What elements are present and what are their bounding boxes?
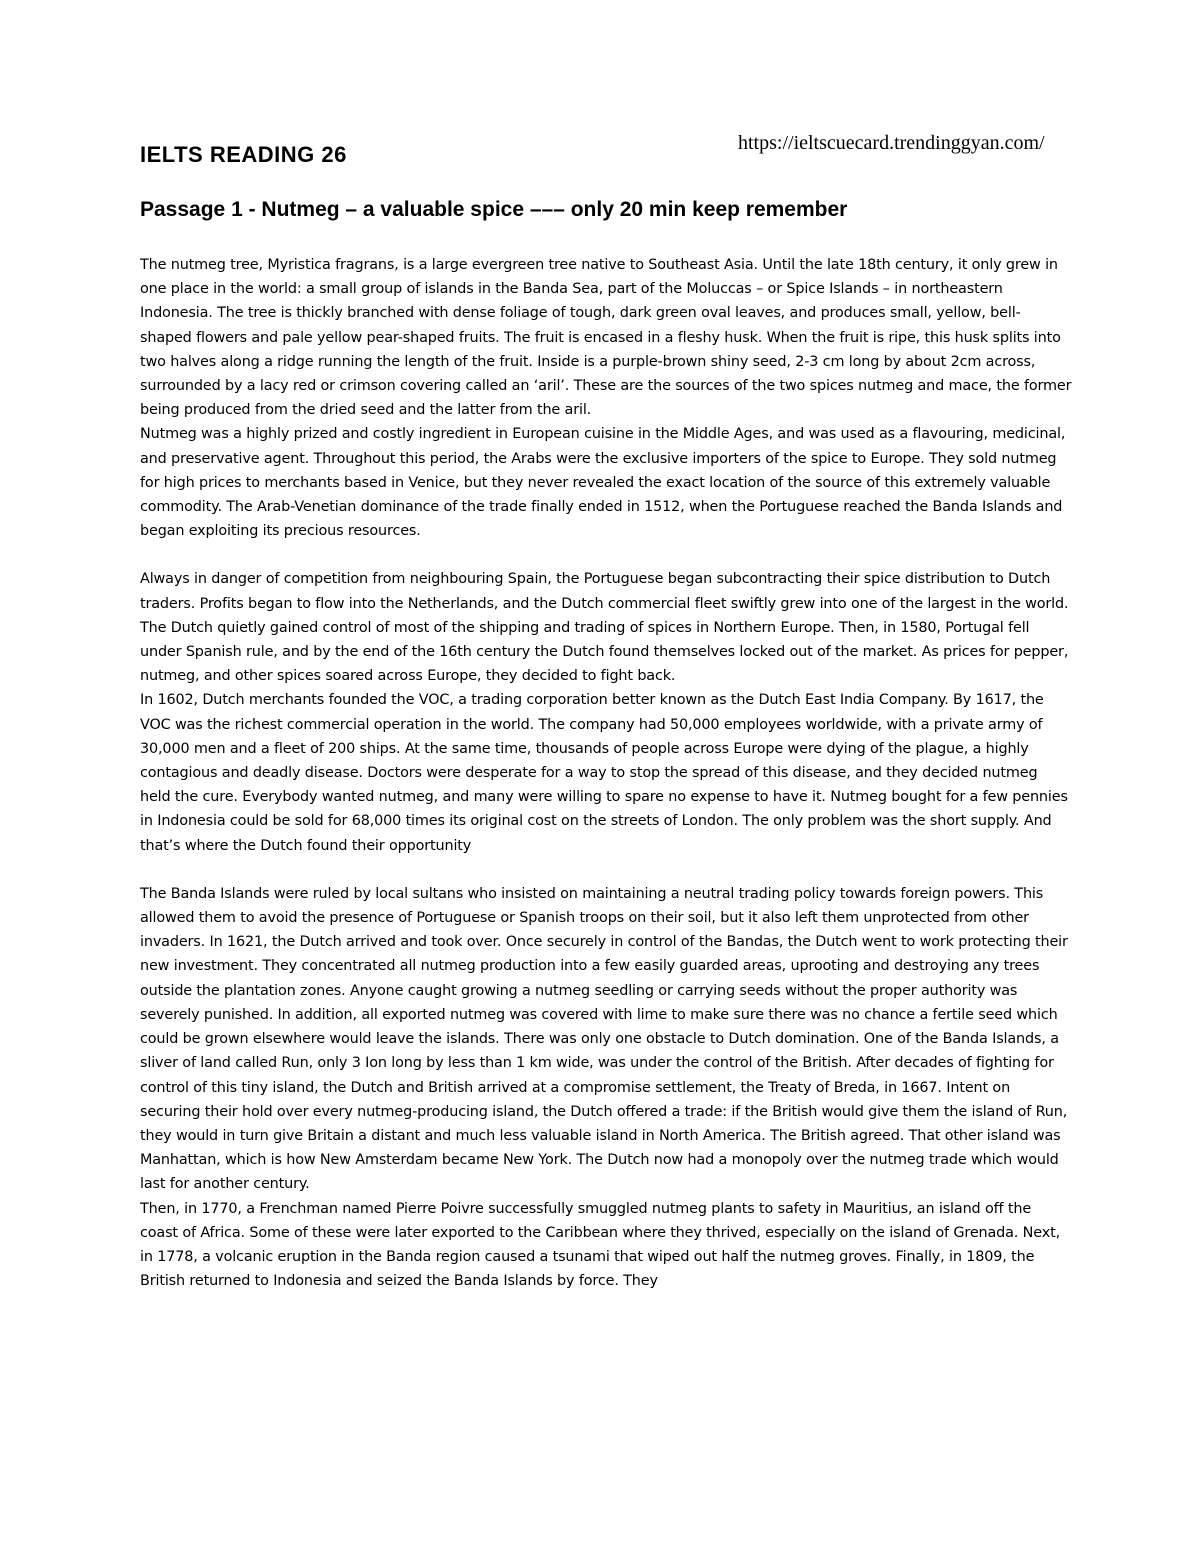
document-title: IELTS READING 26 [140, 142, 347, 167]
paragraph-middle-ages-trade: Nutmeg was a highly prized and costly ingredient in European cuisine in the Middle Ages, and was used as a flavouring, medicinal, and preservative agent. Throughout this period, the Arabs were the exclusive importers of the spice to Europe. They sold nutmeg for high prices to merchants based in Venice, but they never revealed the exact location of the source of this extremely valuable commodity. The Arab-Venetian dominance of the trade finally ended in 1512, when the Portuguese reached the Banda Islands and began exploiting its precious resources. [140, 426, 1066, 540]
passage-title: Passage 1 - Nutmeg – a valuable spice ––– only 20 min keep remember [140, 198, 848, 221]
paragraph-banda-islands: The Banda Islands were ruled by local sultans who insisted on maintaining a neutral trading policy towards foreign powers. This allowed them to avoid the presence of Portuguese or Spanish troops on their soil, but it also left them unprotected from other invaders. In 1621, the Dutch arrived and took over. Once securely in control of the Bandas, the Dutch went to work protecting their new investment. They concentrated all nutmeg production into a few easily guarded areas, uprooting and destroying any trees outside the plantation zones. Anyone caught growing a nutmeg seedling or carrying seeds without the proper authority was severely punished. In addition, all exported nutmeg was covered with lime to make sure there was no chance a fertile seed which could be grown elsewhere would leave the islands. There was only one obstacle to Dutch domination. One of the Banda Islands, a sliver of land called Run, only 3 Ion long by less than 1 km wide, was under the control of the British. After decades of fighting for control of this tiny island, the Dutch and British arrived at a compromise settlement, the Treaty of Breda, in 1667. Intent on securing their hold over every nutmeg-producing island, the Dutch offered a trade: if the British would give them the island of Run, they would in turn give Britain a distant and much less valuable island in North America. The British agreed. That other island was Manhattan, which is how New Amsterdam became New York. The Dutch now had a monopoly over the nutmeg trade which would last for another century. [140, 885, 1068, 1193]
paragraph-decline: Then, in 1770, a Frenchman named Pierre Poivre successfully smuggled nutmeg plants to safety in Mauritius, an island off the coast of Africa. Some of these were later exported to the Caribbean where they thrived, especially on the island of Grenada. Next, in 1778, a volcanic eruption in the Banda region caused a tsunami that wiped out half the nutmeg groves. Finally, in 1809, the British returned to Indonesia and seized the Banda Islands by force. They [140, 1200, 1061, 1290]
paragraph-portuguese-dutch: Always in danger of competition from neighbouring Spain, the Portuguese began subcontracting their spice distribution to Dutch traders. Profits began to flow into the Netherlands, and the Dutch commercial fleet swiftly grew into one of the largest in the world. The Dutch quietly gained control of most of the shipping and trading of spices in Northern Europe. Then, in 1580, Portugal fell under Spanish rule, and by the end of the 16th century the Dutch found themselves locked out of the market. As prices for pepper, nutmeg, and other spices soared across Europe, they decided to fight back. [140, 571, 1069, 685]
passage-body [140, 253, 1072, 1293]
source-url-link[interactable]: https://ieltscuecard.trendinggyan.com/ [738, 132, 1045, 154]
paragraph-voc: In 1602, Dutch merchants founded the VOC, a trading corporation better known as the Dutch East India Company. By 1617, the VOC was the richest commercial operation in the world. The company had 50,000 employees worldwide, with a private army of 30,000 men and a fleet of 200 ships. At the same time, thousands of people across Europe were dying of the plague, a highly contagious and deadly disease. Doctors were desperate for a way to stop the spread of this disease, and they decided nutmeg held the cure. Everybody wanted nutmeg, and many were willing to spare no expense to have it. Nutmeg bought for a few pennies in Indonesia could be sold for 68,000 times its original cost on the streets of London. The only problem was the short supply. And that’s where the Dutch found their opportunity [140, 692, 1068, 854]
paragraph-nutmeg-tree: The nutmeg tree, Myristica fragrans, is a large evergreen tree native to Southeast Asia. Until the late 18th century, it only grew in one place in the world: a small group of islands in the Banda Sea, part of the Moluccas – or Spice Islands – in northeastern Indonesia. The tree is thickly branched with dense foliage of tough, dark green oval leaves, and produces small, yellow, bell-shaped flowers and pale yellow pear-shaped fruits. The fruit is encased in a fleshy husk. When the fruit is ripe, this husk splits into two halves along a ridge running the length of the fruit. Inside is a purple-brown shiny seed, 2-3 cm long by about 2cm across, surrounded by a lacy red or crimson covering called an ‘aril’. These are the sources of the two spices nutmeg and mace, the former being produced from the dried seed and the latter from the aril. [140, 257, 1072, 419]
